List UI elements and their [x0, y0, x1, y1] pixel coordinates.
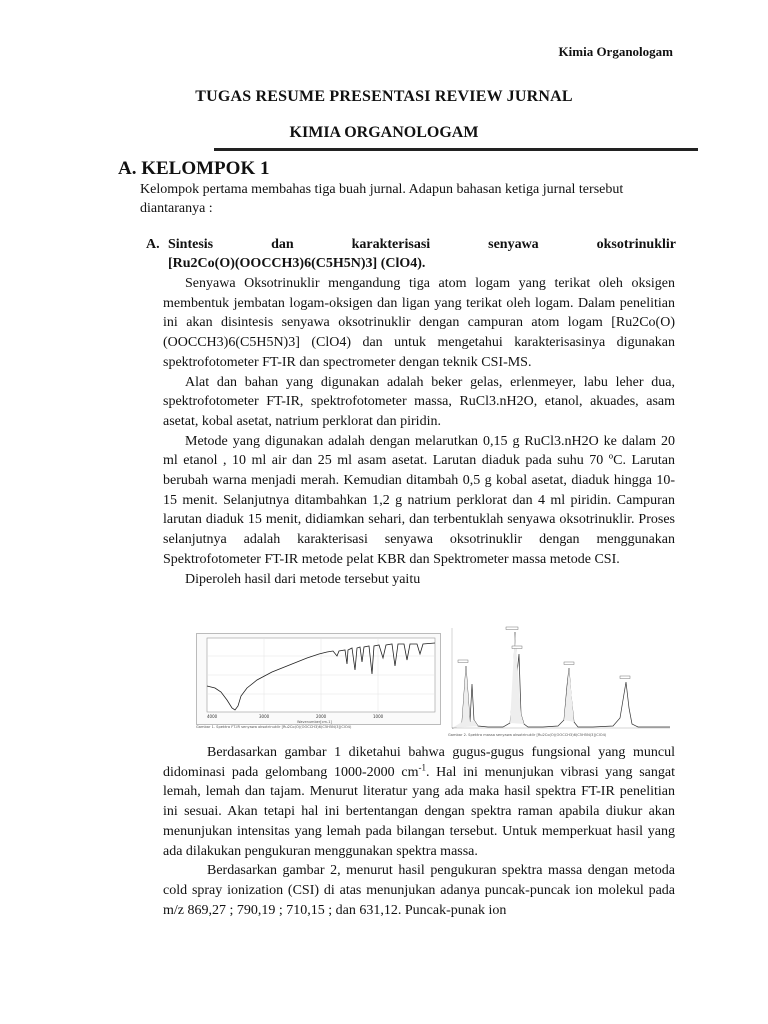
paragraph: Alat dan bahan yang digunakan adalah beker gelas, erlenmeyer, labu leher dua, spektrofotometer FT-IR, spektrofotometer massa, RuCl3.nH2O, etanol, akuades, asam asetat, kobal asetat, natrium perklorat dan piridin.	[163, 374, 675, 429]
x-tick-label: 1000	[373, 714, 384, 719]
subsection-word: karakterisasi	[351, 237, 431, 252]
paragraph-text: Berdasarkan gambar 1 diketahui bahwa gugus-gugus fungsional yang muncul didominasi pada gelombang 1000-2000 cm	[163, 745, 675, 780]
subsection-title	[168, 235, 676, 254]
peak-fill	[564, 668, 574, 722]
subsection-word: dan	[271, 237, 294, 252]
subsection-word: senyawa	[488, 237, 539, 252]
mass-plot	[448, 624, 674, 732]
paragraph: Metode yang digunakan adalah dengan melarutkan 0,15 g RuCl3.nH2O ke dalam 20 ml etanol , 10 ml air dan 25 ml asam asetat. Larutan diaduk pada suhu 70 ºC. Larutan berubah warna menjadi merah. Kemudian ditambah 0,5 g kobal asetat, diaduk hingga 10-15 menit. Selanjutnya ditambahkan 1,2 g natrium perklorat dan 4 ml piridin. Campuran larutan diaduk 15 menit, didiamkan sehari, dan terbentuklah senyawa oksotrinuklir. Proses selanjutnya adalah karakterisasi senyawa oksotrinuklir dengan menggunakan Spektrofotometer FT-IR metode pelat KBR dan Spektrometer massa metode CSI.	[163, 433, 675, 567]
subsection-formula: [Ru2Co(O)(OOCCH3)6(C5H5N)3] (ClO4).	[168, 256, 426, 271]
superscript: -1	[418, 762, 426, 773]
subsection-word: oksotrinuklir	[596, 237, 676, 252]
intro-line1: Kelompok pertama membahas tiga buah jurnal. Adapun bahasan ketiga jurnal tersebut	[140, 182, 624, 197]
document-title-line1: TUGAS RESUME PRESENTASI REVIEW JURNAL	[195, 88, 573, 105]
ftir-plot	[197, 634, 440, 724]
figure2-caption: Gambar 2. Spektra massa senyawa oksotrinuklir [Ru2Co(O)(OOCCH3)6(C5H5N)3](ClO4)	[448, 733, 607, 737]
figure1-caption: Gambar 1. Spektra FT-IR senyawa oksotrinuklir [Ru2Co(O)(OOCCH3)6(C5H5N)3](ClO4)	[196, 725, 352, 729]
mass-spectrum-line	[452, 632, 670, 728]
figure-mass-spectrum	[448, 624, 674, 732]
paragraph: Senyawa Oksotrinuklir mengandung tiga atom logam yang terikat oleh oksigen membentuk jembatan logam-oksigen dan ligan yang terikat oleh logam. Dalam penelitian ini akan disintesis senyawa oksotrinuklir dengan campuran atom logam [Ru2Co(O)(OOCCH3)6(C5H5N)3] (ClO4) dan untuk mengetahui karakterisasinya digunakan spektrofotometer FT-IR dan spectrometer dengan teknik CSI-MS.	[163, 276, 675, 370]
running-header: Kimia Organologam	[558, 44, 673, 59]
intro-line2: diantaranya :	[140, 201, 213, 216]
x-tick-label: 3000	[259, 714, 270, 719]
peak-labels	[458, 627, 630, 679]
title-divider	[214, 148, 698, 151]
paragraph: Diperoleh hasil dari metode tersebut yaitu	[185, 571, 421, 587]
section-heading: A. KELOMPOK 1	[118, 158, 270, 179]
peak-fill	[510, 632, 524, 724]
subsection-number: A.	[146, 237, 160, 252]
paragraph	[163, 743, 675, 861]
document-title-line2: KIMIA ORGANOLOGAM	[289, 124, 479, 141]
figure-ftir-spectrum	[196, 633, 441, 725]
x-axis-label: Wavenumber[cm-1]	[297, 720, 332, 724]
subsection-word: Sintesis	[168, 237, 214, 252]
x-tick-label: 2000	[316, 714, 327, 719]
subsection-heading	[146, 235, 676, 275]
body-text-lower	[163, 743, 675, 920]
x-tick-label: 4000	[207, 714, 218, 719]
body-text-upper	[163, 274, 675, 589]
paragraph: Berdasarkan gambar 2, menurut hasil pengukuran spektra massa dengan metoda cold spray ionization (CSI) di atas menunjukan adanya puncak-puncak ion molekul pada m/z 869,27 ; 790,19 ; 710,15 ; dan 631,12. Puncak-punak ion	[163, 863, 675, 918]
paragraph-text: . Hal ini menunjukan vibrasi yang sangat lemah, lemah dan tajam. Menurut literatur yang ada maka hasil spektra FT-IR penelitian ini sesuai. Akan tetapi hal ini bertentangan dengan spektra raman apabila diukur akan menunjukan intensitas yang lemah pada bilangan tersebut. Untuk memperkuat hasil yang ada dilakukan pengukuran menggunakan spektra massa.	[163, 764, 675, 859]
intro-paragraph	[140, 180, 675, 218]
